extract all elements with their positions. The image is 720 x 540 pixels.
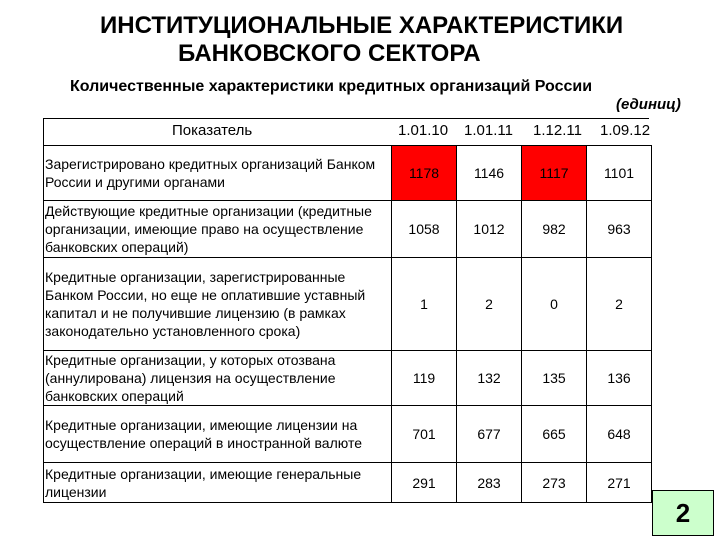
cell-value: 119 [392,351,457,406]
cell-value: 2 [587,258,652,351]
cell-value: 291 [392,463,457,503]
table-row [44,146,652,201]
cell-value: 135 [522,351,587,406]
title-line-2: БАНКОВСКОГО СЕКТОРА [178,40,481,67]
header-date-4: 1.09.12 [600,122,651,139]
row-label: Кредитные организации, имеющие лицензии на осуществление операций в иностранной валюте [44,406,392,463]
cell-value: 665 [522,406,587,463]
table-row [44,406,652,463]
cell-value: 0 [522,258,587,351]
title-line-1: ИНСТИТУЦИОНАЛЬНЫЕ ХАРАКТЕРИСТИКИ [100,12,624,39]
cell-value: 963 [587,201,652,258]
cell-value: 1178 [392,146,457,201]
cell-value: 1101 [587,146,652,201]
row-label: Кредитные организации, зарегистрированные Банком России, но еще не оплатившие уставный капитал и не получившие лицензию (в рамках законодательно установленного срока) [44,258,392,351]
cell-value: 677 [457,406,522,463]
cell-value: 1012 [457,201,522,258]
header-date-3: 1.12.11 [533,122,582,139]
table-row [44,463,652,503]
table-row [44,351,652,406]
cell-value: 136 [587,351,652,406]
header-indicator: Показатель [172,122,253,139]
header-date-2: 1.01.11 [464,122,513,139]
header-left-border [43,119,44,146]
cell-value: 648 [587,406,652,463]
table-row [44,258,652,351]
table-row [44,201,652,258]
cell-value: 273 [522,463,587,503]
cell-value: 1058 [392,201,457,258]
header-date-1: 1.01.10 [398,122,449,139]
cell-value: 1117 [522,146,587,201]
cell-value: 132 [457,351,522,406]
cell-value: 982 [522,201,587,258]
cell-value: 2 [457,258,522,351]
cell-value: 283 [457,463,522,503]
page-number-badge: 2 [652,490,714,536]
table-caption: Количественные характеристики кредитных организаций России [70,78,593,95]
row-label: Кредитные организации, имеющие генеральные лицензии [44,463,392,503]
bank-stats-table [43,145,652,503]
row-label: Кредитные организации, у которых отозвана (аннулирована) лицензия на осуществление банковских операций [44,351,392,406]
row-label: Действующие кредитные организации (кредитные организации, имеющие право на осуществление банковских операций) [44,201,392,258]
cell-value: 271 [587,463,652,503]
units-note: (единиц) [616,96,681,113]
cell-value: 1 [392,258,457,351]
cell-value: 701 [392,406,457,463]
cell-value: 1146 [457,146,522,201]
row-label: Зарегистрировано кредитных организаций Банком России и другими органами [44,146,392,201]
